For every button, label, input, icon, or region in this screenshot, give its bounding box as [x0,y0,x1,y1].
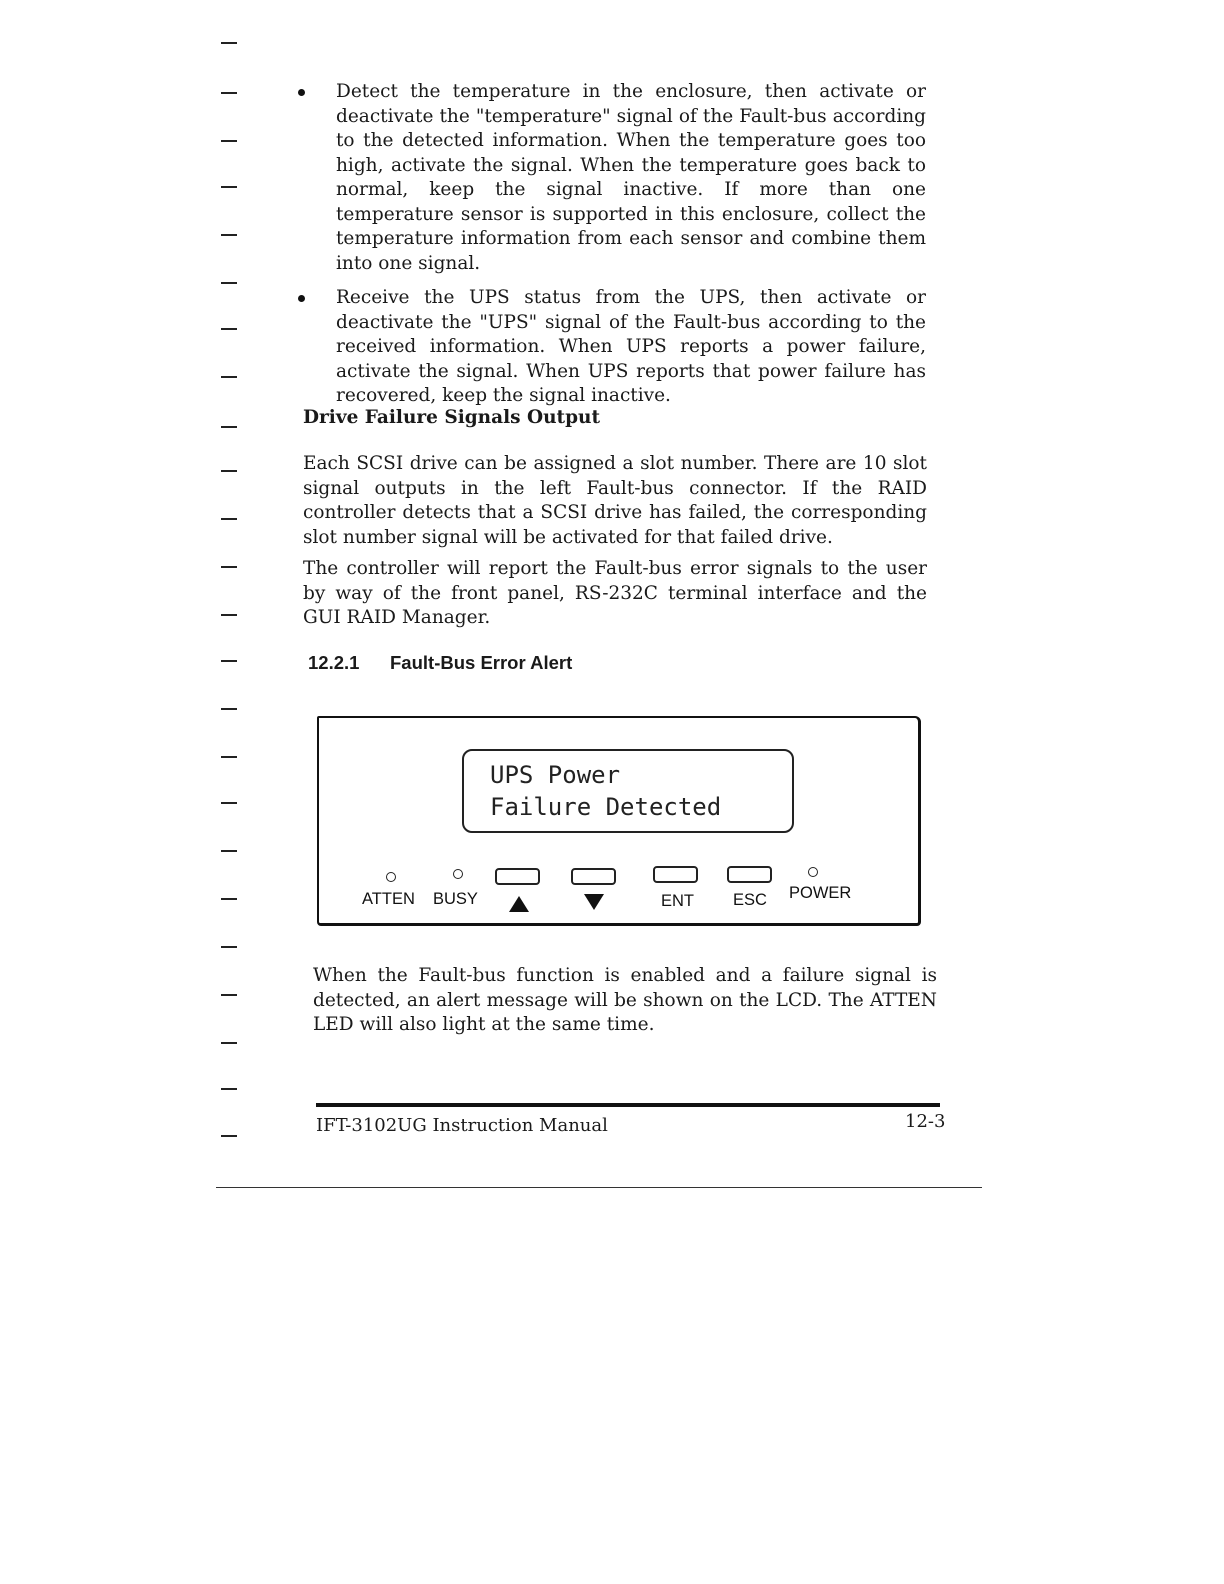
margin-tick [221,660,237,662]
section-number: 12.2.1 [308,652,360,673]
margin-tick [221,328,237,330]
section-title: Fault-Bus Error Alert [390,652,573,673]
bullet-text: Receive the UPS status from the UPS, then activate or deactivate the "UPS" signal of the Fault-bus according to the received information. When UPS reports a power failure, activate the signal. When UPS reports that power failure has recovered, keep the signal inactive. [336,287,926,406]
margin-tick [221,470,237,472]
down-button[interactable] [571,868,616,885]
bullet-icon [298,295,305,302]
margin-tick [221,898,237,900]
lcd-line-1: UPS Power [490,761,621,789]
up-arrow-icon [509,896,529,912]
margin-tick [221,850,237,852]
footer-title: IFT-3102UG Instruction Manual [316,1115,608,1136]
ent-label: ENT [661,892,694,910]
margin-tick [221,1135,237,1137]
page-number: 12-3 [905,1111,946,1132]
margin-tick [221,234,237,236]
atten-led-icon [386,872,396,882]
down-arrow-icon [584,894,604,910]
footer-rule [316,1103,940,1107]
margin-tick [221,994,237,996]
margin-tick [221,140,237,142]
page-bottom-rule [216,1187,982,1188]
section-heading [308,652,572,674]
margin-tick [221,1042,237,1044]
paragraph-alert: When the Fault-bus function is enabled and a failure signal is detected, an alert message will be shown on the LCD. The ATTEN LED will also light at the same time. [313,965,937,1035]
margin-tick [221,1088,237,1090]
atten-label: ATTEN [362,890,415,908]
paragraph-report: The controller will report the Fault-bus error signals to the user by way of the front panel, RS-232C terminal interface and the GUI RAID Manager. [303,558,927,628]
up-button[interactable] [495,868,540,885]
esc-label: ESC [733,891,767,909]
front-panel-figure [317,716,921,926]
margin-tick [221,92,237,94]
busy-led-icon [453,869,463,879]
margin-tick [221,708,237,710]
ent-button[interactable] [653,866,698,883]
margin-tick [221,518,237,520]
margin-tick [221,282,237,284]
margin-tick [221,802,237,804]
list-item [296,286,926,409]
bullet-text: Detect the temperature in the enclosure, then activate or deactivate the "temperature" signal of the Fault-bus according to the detected information. When the temperature goes too high, activate the signal. When the temperature goes back to normal, keep the signal inactive. If more than one temperature sensor is supported in this enclosure, collect the temperature information from each sensor and combine them into one signal. [336,81,926,274]
margin-tick [221,42,237,44]
list-item [296,80,926,276]
margin-tick [221,426,237,428]
margin-tick [221,756,237,758]
esc-button[interactable] [727,866,772,883]
bullet-list [296,80,926,419]
margin-tick [221,614,237,616]
paragraph-slot-signals: Each SCSI drive can be assigned a slot number. There are 10 slot signal outputs in the left Fault-bus connector. If the RAID controller detects that a SCSI drive has failed, the corresponding slot number signal will be activated for that failed drive. [303,453,927,548]
lcd-display [462,749,794,833]
power-label: POWER [789,884,852,902]
power-led-icon [808,867,818,877]
margin-tick [221,376,237,378]
lcd-line-2: Failure Detected [490,793,722,821]
margin-tick [221,566,237,568]
bullet-icon [298,89,305,96]
busy-label: BUSY [433,890,478,908]
margin-tick [221,186,237,188]
margin-tick [221,946,237,948]
subheading: Drive Failure Signals Output [303,407,601,428]
